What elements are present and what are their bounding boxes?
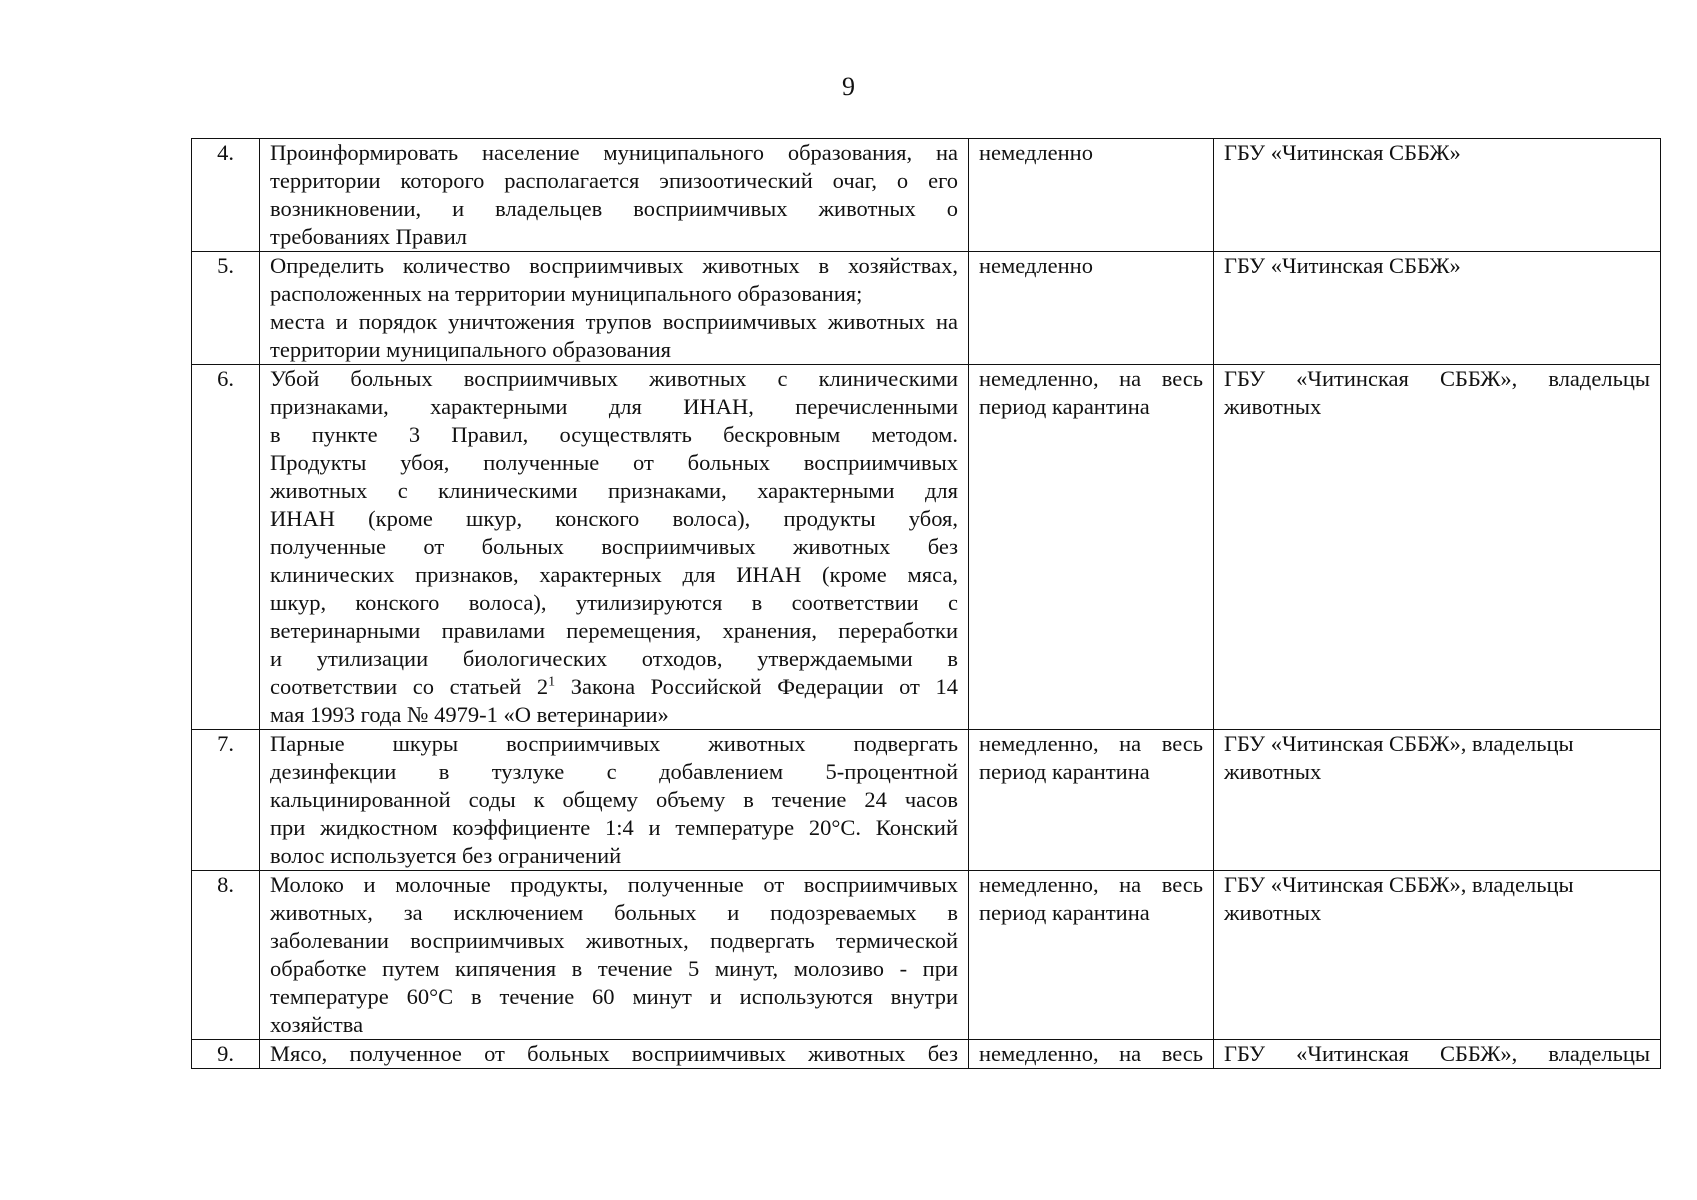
term-cell — [969, 730, 1214, 871]
measure-line: ветеринарными правилами перемещения, хранения, переработки — [270, 618, 958, 643]
term-line: немедленно — [979, 140, 1093, 165]
measure-line-tail: Закона Российской Федерации от 14 — [555, 674, 958, 699]
measure-line-head: соответствии со статьей 2 — [270, 674, 549, 699]
measure-line: шкур, конского волоса), утилизируются в соответствии с — [270, 590, 958, 615]
measure-line: Убой больных восприимчивых животных с клиническими — [270, 366, 958, 391]
table-row — [192, 730, 1661, 871]
responsible-cell — [1214, 365, 1661, 730]
measure-line: Определить количество восприимчивых животных в хозяйствах, — [270, 253, 958, 278]
measure-line: территории муниципального образования — [270, 337, 671, 362]
responsible-line: ГБУ «Читинская СББЖ», владельцы — [1224, 1041, 1650, 1066]
measure-line: Парные шкуры восприимчивых животных подвергать — [270, 731, 958, 756]
responsible-line: ГБУ «Читинская СББЖ», владельцы — [1224, 366, 1650, 391]
responsible-cell — [1214, 871, 1661, 1040]
measure-line: обработке путем кипячения в течение 5 минут, молозиво - при — [270, 956, 958, 981]
measure-line: Проинформировать население муниципального образования, на — [270, 140, 958, 165]
measure-line: Молоко и молочные продукты, полученные от восприимчивых — [270, 872, 958, 897]
responsible-line: ГБУ «Читинская СББЖ» — [1224, 253, 1461, 278]
responsible-cell — [1214, 1040, 1661, 1069]
term-line: немедленно, на весь — [979, 1041, 1203, 1066]
footnote-superscript: 1 — [548, 674, 556, 690]
measure-line: возникновении, и владельцев восприимчивых животных о — [270, 196, 958, 221]
measure-line: заболевании восприимчивых животных, подвергать термической — [270, 928, 958, 953]
measure-line: требованиях Правил — [270, 224, 468, 249]
row-number: 8. — [192, 871, 260, 1040]
measure-line: территории которого располагается эпизоотический очаг, о его — [270, 168, 958, 193]
term-cell — [969, 139, 1214, 252]
row-number: 7. — [192, 730, 260, 871]
row-number: 6. — [192, 365, 260, 730]
row-number: 5. — [192, 252, 260, 365]
measure-line: волос используется без ограничений — [270, 843, 622, 868]
measure-line: Продукты убоя, полученные от больных восприимчивых — [270, 450, 958, 475]
table-row — [192, 871, 1661, 1040]
measure-line: животных, за исключением больных и подозреваемых в — [270, 900, 958, 925]
measures-table — [191, 138, 1661, 1069]
term-line: немедленно, на весь — [979, 872, 1203, 897]
measure-line: места и порядок уничтожения трупов восприимчивых животных на — [270, 309, 958, 334]
measure-line: Мясо, полученное от больных восприимчивых животных без — [270, 1041, 958, 1066]
measure-line: клинических признаков, характерных для ИНАН (кроме мяса, — [270, 562, 958, 587]
measure-cell — [260, 1040, 969, 1069]
responsible-cell — [1214, 252, 1661, 365]
measure-line: ИНАН (кроме шкур, конского волоса), продукты убоя, — [270, 506, 958, 531]
measure-line: при жидкостном коэффициенте 1:4 и температуре 20°С. Конский — [270, 815, 958, 840]
responsible-line: ГБУ «Читинская СББЖ», владельцы — [1224, 872, 1574, 897]
table-row — [192, 365, 1661, 730]
table-row — [192, 1040, 1661, 1069]
measure-line: животных с клиническими признаками, характерными для — [270, 478, 958, 503]
measure-line: полученные от больных восприимчивых животных без — [270, 534, 958, 559]
row-number: 4. — [192, 139, 260, 252]
table-row — [192, 139, 1661, 252]
page-number: 9 — [842, 72, 855, 101]
measure-line: в пункте 3 Правил, осуществлять бескровным методом. — [270, 422, 958, 447]
term-line: период карантина — [979, 759, 1150, 784]
measure-line: дезинфекции в тузлуке с добавлением 5-процентной — [270, 759, 958, 784]
table-row — [192, 252, 1661, 365]
measure-line: и утилизации биологических отходов, утверждаемыми в — [270, 646, 958, 671]
term-line: период карантина — [979, 900, 1150, 925]
measure-cell — [260, 730, 969, 871]
measure-cell — [260, 252, 969, 365]
measure-line: мая 1993 года № 4979-1 «О ветеринарии» — [270, 702, 669, 727]
responsible-line: ГБУ «Читинская СББЖ» — [1224, 140, 1461, 165]
measure-cell — [260, 365, 969, 730]
measure-cell — [260, 139, 969, 252]
term-cell — [969, 1040, 1214, 1069]
responsible-line: животных — [1224, 900, 1322, 925]
measure-line — [270, 673, 958, 701]
measure-line: кальцинированной соды к общему объему в течение 24 часов — [270, 787, 958, 812]
term-cell — [969, 871, 1214, 1040]
measure-line: расположенных на территории муниципального образования; — [270, 281, 863, 306]
measure-line: признаками, характерными для ИНАН, перечисленными — [270, 394, 958, 419]
responsible-line: ГБУ «Читинская СББЖ», владельцы — [1224, 731, 1574, 756]
term-line: немедленно, на весь — [979, 366, 1203, 391]
term-line: период карантина — [979, 394, 1150, 419]
measure-line: температуре 60°С в течение 60 минут и используются внутри — [270, 984, 958, 1009]
term-cell — [969, 365, 1214, 730]
term-line: немедленно — [979, 253, 1093, 278]
term-cell — [969, 252, 1214, 365]
responsible-line: животных — [1224, 759, 1322, 784]
term-line: немедленно, на весь — [979, 731, 1203, 756]
responsible-cell — [1214, 730, 1661, 871]
row-number: 9. — [192, 1040, 260, 1069]
measure-line: хозяйства — [270, 1012, 364, 1037]
measure-cell — [260, 871, 969, 1040]
responsible-cell — [1214, 139, 1661, 252]
responsible-line: животных — [1224, 394, 1322, 419]
